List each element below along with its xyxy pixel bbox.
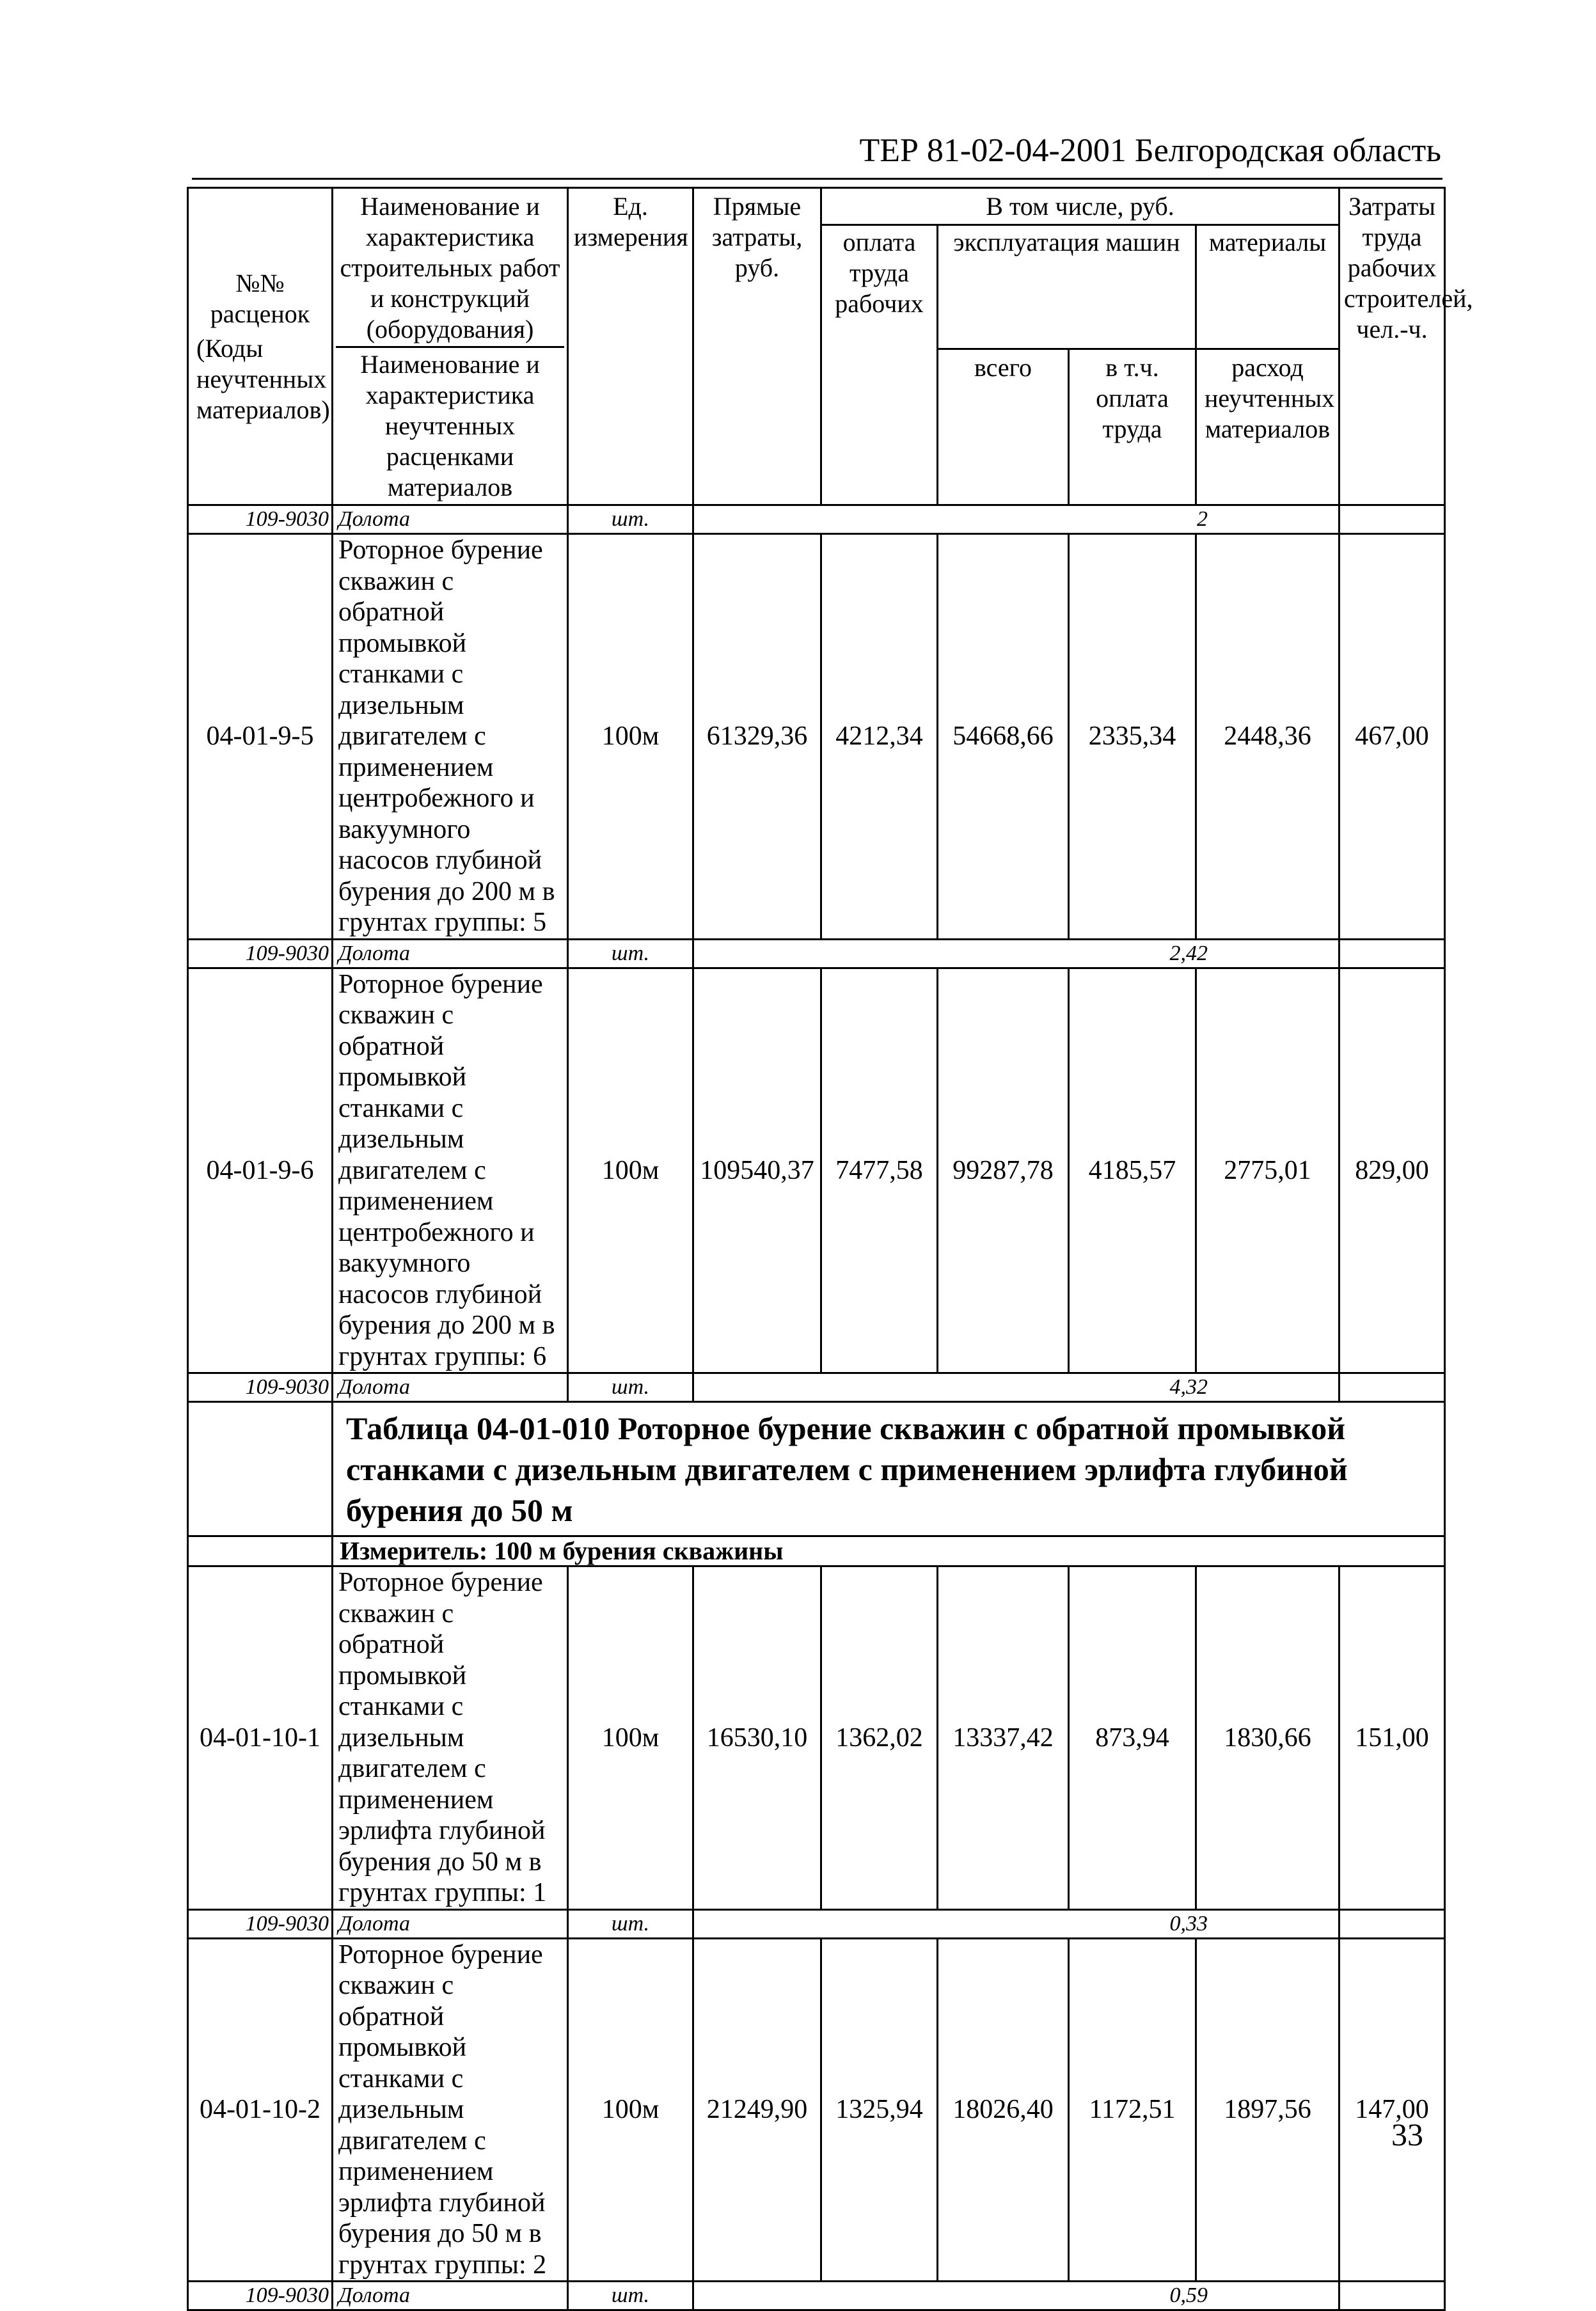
material-name: Долота [333, 2282, 568, 2310]
material-qty-value: 4,32 [1169, 1375, 1208, 1399]
material-qty-value: 0,33 [1169, 1911, 1208, 1936]
rate-unit: 100м [568, 534, 693, 940]
table-row [188, 968, 1445, 1373]
rate-materials: 2448,36 [1196, 534, 1339, 940]
rate-direct: 21249,90 [693, 1938, 821, 2282]
rate-machines-wage: 2335,34 [1069, 534, 1196, 940]
header-unit-label: Ед. измерения [568, 188, 693, 505]
header-code-label: №№ расценок [210, 268, 310, 328]
header-name-alt-label: Наименование и характеристика неучтенных расценками материалов [360, 350, 540, 501]
rate-wage: 1325,94 [821, 1938, 938, 2282]
rate-code: 04-01-10-1 [188, 1566, 333, 1910]
rate-machines-wage: 1172,51 [1069, 1938, 1196, 2282]
empty-cell [1339, 505, 1445, 534]
rate-machines: 13337,42 [938, 1566, 1069, 1910]
material-name: Долота [333, 1909, 568, 1938]
rate-unit: 100м [568, 1566, 693, 1910]
material-unit: шт. [568, 505, 693, 534]
empty-cell [188, 1536, 333, 1566]
rate-wage: 1362,02 [821, 1566, 938, 1910]
rate-direct: 16530,10 [693, 1566, 821, 1910]
header-name-cell [333, 188, 568, 505]
rate-name: Роторное бурение скважин с обратной промывкой станками с дизельным двигателем с применением эрлифта глубиной бурения до 50 м в грунтах группы: 1 [333, 1566, 568, 1910]
empty-cell [1339, 2282, 1445, 2310]
header-name-label: Наименование и характеристика строительных работ и конструкций (оборудования) [336, 191, 564, 348]
material-code: 109-9030 [188, 939, 333, 968]
page-header [192, 127, 1442, 180]
material-qty-value: 2,42 [1169, 941, 1208, 965]
rate-labor: 151,00 [1339, 1566, 1445, 1910]
rate-direct: 61329,36 [693, 534, 821, 940]
rate-machines: 18026,40 [938, 1938, 1069, 2282]
rate-machines-wage: 873,94 [1069, 1566, 1196, 1910]
rate-machines: 99287,78 [938, 968, 1069, 1373]
rate-name: Роторное бурение скважин с обратной промывкой станками с дизельным двигателем с применением центробежного и вакуумного насосов глубиной бурения до 200 м в грунтах группы: 5 [333, 534, 568, 940]
table-row [188, 2282, 1445, 2310]
table-title: Таблица 04-01-010 Роторное бурение скважин с обратной промывкой станками с дизельным двигателем с применением эрлифта глубиной бурения до 50 м [333, 1402, 1445, 1536]
rate-materials: 1897,56 [1196, 1938, 1339, 2282]
rate-unit: 100м [568, 1938, 693, 2282]
table-row [188, 1373, 1445, 1402]
header-machines-total-label: всего [938, 349, 1069, 505]
rate-materials: 2775,01 [1196, 968, 1339, 1373]
rate-code: 04-01-9-5 [188, 534, 333, 940]
material-qty [693, 1373, 1339, 1402]
material-qty [693, 505, 1339, 534]
rate-direct: 109540,37 [693, 968, 821, 1373]
material-unit: шт. [568, 2282, 693, 2310]
rate-labor: 829,00 [1339, 968, 1445, 1373]
header-machines-label: эксплуатация машин [938, 225, 1196, 349]
header-labor-label: Затраты труда рабочих строителей, чел.-ч. [1339, 188, 1445, 505]
table-row [188, 534, 1445, 940]
material-unit: шт. [568, 939, 693, 968]
empty-cell [1339, 1909, 1445, 1938]
page-number: 33 [1391, 2117, 1423, 2152]
rate-labor: 467,00 [1339, 534, 1445, 940]
material-unit: шт. [568, 1909, 693, 1938]
material-code: 109-9030 [188, 1373, 333, 1402]
material-name: Долота [333, 505, 568, 534]
material-unit: шт. [568, 1373, 693, 1402]
material-code: 109-9030 [188, 2282, 333, 2310]
rate-unit: 100м [568, 968, 693, 1373]
header-direct-label: Прямые затраты, руб. [693, 188, 821, 505]
rate-name: Роторное бурение скважин с обратной промывкой станками с дизельным двигателем с применением эрлифта глубиной бурения до 50 м в грунтах группы: 2 [333, 1938, 568, 2282]
header-wage-label: оплата труда рабочих [821, 225, 938, 505]
rates-table [187, 187, 1473, 2311]
rate-wage: 7477,58 [821, 968, 938, 1373]
table-row [188, 505, 1445, 534]
rate-machines: 54668,66 [938, 534, 1069, 940]
rate-labor: 147,00 [1339, 1938, 1445, 2282]
rate-name: Роторное бурение скважин с обратной промывкой станками с дизельным двигателем с применением центробежного и вакуумного насосов глубиной бурения до 200 м в грунтах группы: 6 [333, 968, 568, 1373]
header-materials-alt-label: расход неучтенных материалов [1196, 349, 1339, 505]
rate-machines-wage: 4185,57 [1069, 968, 1196, 1373]
material-qty [693, 2282, 1339, 2310]
material-qty-value: 2 [1197, 507, 1208, 531]
empty-cell [188, 1402, 333, 1536]
material-name: Долота [333, 1373, 568, 1402]
table-row [188, 1566, 1445, 1910]
table-row [188, 939, 1445, 968]
material-code: 109-9030 [188, 1909, 333, 1938]
table-title-row [188, 1402, 1445, 1536]
table-row [188, 1938, 1445, 2282]
rate-materials: 1830,66 [1196, 1566, 1339, 1910]
material-name: Долота [333, 939, 568, 968]
measure-row [188, 1536, 1445, 1566]
header-machines-wage-label: в т.ч. оплата труда [1069, 349, 1196, 505]
material-qty [693, 1909, 1339, 1938]
empty-cell [1339, 1373, 1445, 1402]
document-title: ТЕР 81-02-04-2001 Белгородская область [859, 132, 1441, 169]
material-qty [693, 939, 1339, 968]
empty-cell [1339, 939, 1445, 968]
header-code-cell [188, 188, 333, 505]
rate-code: 04-01-9-6 [188, 968, 333, 1373]
material-qty-value: 0,59 [1169, 2283, 1208, 2307]
table-row [188, 1909, 1445, 1938]
measure-text: Измеритель: 100 м бурения скважины [333, 1536, 1445, 1566]
material-code: 109-9030 [188, 505, 333, 534]
header-code-alt-label: (Коды неучтенных материалов) [196, 333, 330, 424]
header-group-label: В том числе, руб. [821, 188, 1339, 225]
header-materials-label: материалы [1196, 225, 1339, 349]
rate-wage: 4212,34 [821, 534, 938, 940]
rate-code: 04-01-10-2 [188, 1938, 333, 2282]
